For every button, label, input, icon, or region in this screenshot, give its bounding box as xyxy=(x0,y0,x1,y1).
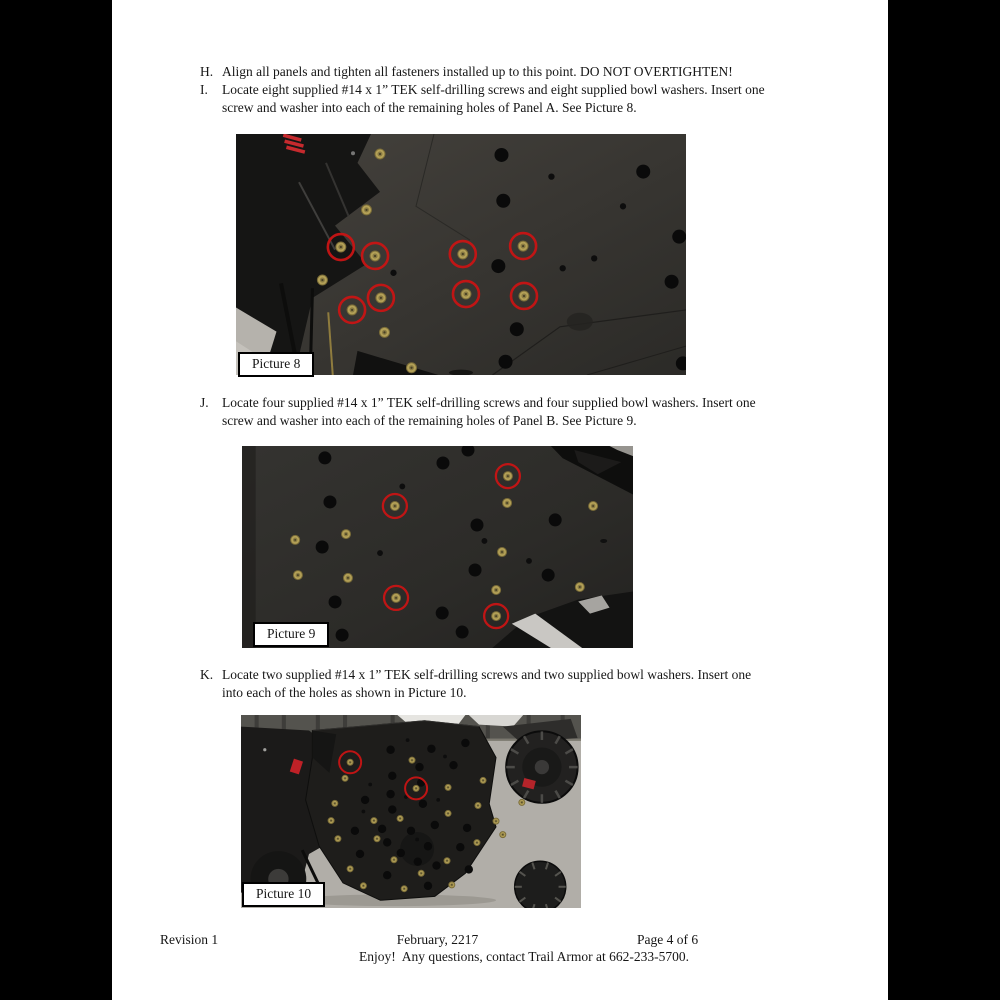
item-text-line: Locate two supplied #14 x 1” TEK self-drilling screws and two supplied bowl washers. Insert one xyxy=(222,667,752,682)
picture-9-label: Picture 9 xyxy=(253,622,329,647)
item-text-line: Locate eight supplied #14 x 1” TEK self-drilling screws and eight supplied bowl washers. Insert one xyxy=(222,82,765,97)
instruction-item-j xyxy=(200,394,842,430)
footer-page-number: Page 4 of 6 xyxy=(637,932,699,947)
item-text-line: into each of the holes as shown in Picture 10. xyxy=(222,685,467,700)
picture-9-figure xyxy=(242,446,633,648)
picture-10-label: Picture 10 xyxy=(242,882,325,907)
instruction-item-h xyxy=(200,63,842,81)
document-page xyxy=(112,0,888,1000)
item-letter: K. xyxy=(200,667,214,682)
item-letter: H. xyxy=(200,64,214,79)
item-text-line: screw and washer into each of the remaining holes of Panel A. See Picture 8. xyxy=(222,100,637,115)
picture-10-figure xyxy=(241,715,581,908)
instruction-item-i xyxy=(200,81,842,117)
item-letter: I. xyxy=(200,82,208,97)
item-letter: J. xyxy=(200,395,209,410)
footer-revision: Revision 1 xyxy=(160,932,219,947)
picture-8-label: Picture 8 xyxy=(238,352,314,377)
item-text-line: Align all panels and tighten all fasteners installed up to this point. DO NOT OVERTIGHTEN! xyxy=(222,64,733,79)
item-text-line: Locate four supplied #14 x 1” TEK self-drilling screws and four supplied bowl washers. Insert one xyxy=(222,395,756,410)
item-text-line: screw and washer into each of the remaining holes of Panel B. See Picture 9. xyxy=(222,413,637,428)
footer-date: February, 2217 xyxy=(396,932,479,947)
instruction-item-k xyxy=(200,666,842,702)
picture-8-photo xyxy=(236,134,686,375)
picture-9-photo xyxy=(242,446,633,648)
footer-contact-note: Enjoy! Any questions, contact Trail Armor at 662-233-5700. xyxy=(359,949,689,964)
picture-8-figure xyxy=(236,134,686,375)
picture-10-photo xyxy=(241,715,581,908)
